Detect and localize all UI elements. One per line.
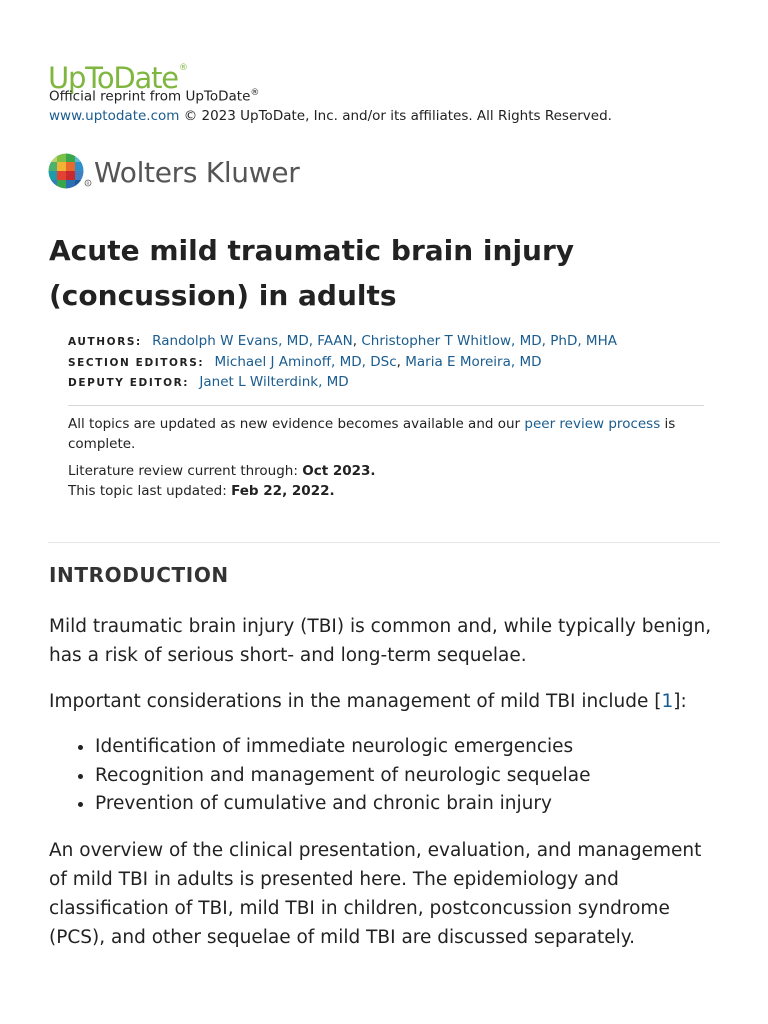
last-updated-line: This topic last updated: Feb 22, 2022. [68, 482, 335, 499]
wolters-kluwer-brand [48, 152, 300, 192]
authors-row: AUTHORS: Randolph W Evans, MD, FAAN, Christopher T Whitlow, MD, PhD, MHA [68, 333, 617, 349]
section-editors-row: SECTION EDITORS: Michael J Aminoff, MD, DSc, Maria E Moreira, MD [68, 353, 542, 370]
copyright-line [49, 108, 612, 124]
article-meta [68, 332, 704, 501]
authors-label: AUTHORS: [68, 336, 142, 348]
reprint-notice: Official reprint from UpToDate® [49, 88, 260, 105]
section-separator [48, 542, 720, 543]
lit-review-date: Oct 2023. [302, 462, 376, 479]
peer-review-link[interactable]: peer review process [524, 415, 661, 432]
considerations-list [49, 733, 725, 819]
uptodate-logo: UpToDate® [48, 61, 188, 95]
list-item: • Identification of immediate neurologic emergencies [95, 733, 725, 762]
author-link[interactable]: Randolph W Evans, MD, FAAN [152, 333, 353, 349]
lit-review-line: Literature review current through: Oct 2023. [68, 462, 376, 479]
last-updated-date: Feb 22, 2022. [231, 482, 335, 499]
reference-link[interactable]: 1 [661, 691, 674, 712]
author-link[interactable]: Christopher T Whitlow, MD, PhD, MHA [361, 333, 617, 349]
copyright-text: © 2023 UpToDate, Inc. and/or its affiliates. All Rights Reserved. [179, 108, 612, 124]
publisher-name: Wolters Kluwer [94, 155, 300, 189]
website-link[interactable]: www.uptodate.com [49, 108, 180, 124]
introduction-heading: INTRODUCTION [49, 563, 229, 587]
section-editors-label: SECTION EDITORS: [68, 356, 205, 369]
review-dates [68, 461, 704, 501]
intro-paragraph: Mild traumatic brain injury (TBI) is common and, while typically benign, has a risk of serious short- and long-term sequelae. [49, 616, 712, 666]
svg-text:R: R [86, 181, 90, 187]
section-editor-link[interactable]: Michael J Aminoff, MD, DSc [214, 353, 397, 370]
overview-paragraph: An overview of the clinical presentation, evaluation, and management of mild TBI in adults is presented here. The epidemiology and classification of TBI, mild TBI in children, postconcussion syndrome (PCS), and other sequelae of mild TBI are discussed separately. [49, 839, 702, 948]
deputy-editor-link[interactable]: Janet L Wilterdink, MD [199, 374, 349, 390]
introduction-body [49, 612, 725, 969]
deputy-editor-label: DEPUTY EDITOR: [68, 377, 190, 389]
article-title: Acute mild traumatic brain injury (concussion) in adults [49, 234, 575, 312]
list-item: • Prevention of cumulative and chronic brain injury [95, 790, 725, 819]
wolters-kluwer-logo-icon [48, 153, 92, 191]
deputy-editor-row [68, 373, 704, 394]
meta-divider [68, 405, 704, 406]
list-item: • Recognition and management of neurologic sequelae [95, 762, 725, 791]
section-editor-link[interactable]: Maria E Moreira, MD [405, 353, 542, 370]
considerations-paragraph: Important considerations in the management of mild TBI include [1]: [49, 691, 687, 712]
update-notice: All topics are updated as new evidence becomes available and our peer review process is complete. [68, 415, 676, 452]
